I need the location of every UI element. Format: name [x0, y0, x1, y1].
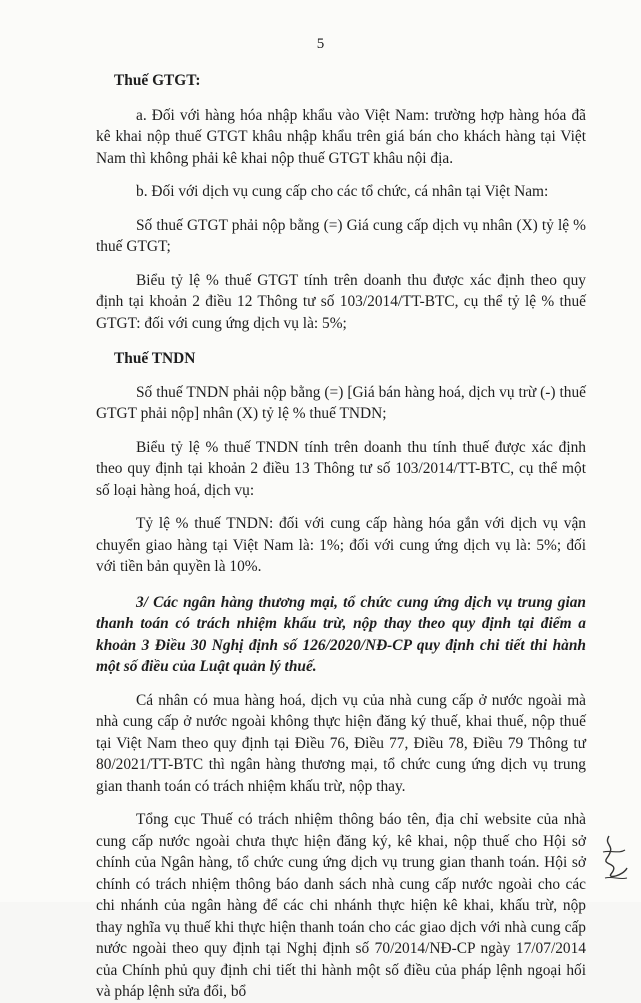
tndn-rate-intro: Biểu tỷ lệ % thuế TNDN tính trên doanh thu tính thuế được xác định theo quy định tại khoản 2 điều 13 Thông tư số 103/2014/TT-BTC, cụ thể một số loại hàng hoá, dịch vụ:: [96, 438, 586, 499]
gtgt-paragraph-a: a. Đối với hàng hóa nhập khẩu vào Việt Nam: trường hợp hàng hóa đã kê khai nộp thuế GTGT khâu nhập khẩu trên giá bán cho khách hàng tại Việt Nam thì không phải kê khai nộp thuế GTGT khâu nội địa.: [96, 106, 586, 167]
tndn-heading: Thuế TNDN: [114, 350, 196, 367]
gtgt-formula: Số thuế GTGT phải nộp bằng (=) Giá cung cấp dịch vụ nhân (X) tỷ lệ % thuế GTGT;: [96, 216, 586, 255]
section-3-heading: 3/ Các ngân hàng thương mại, tổ chức cung ứng dịch vụ trung gian thanh toán có trách nhiệm khấu trừ, nộp thay theo quy định tại điểm a khoản 3 Điều 30 Nghị định số 126/2020/NĐ-CP quy định chi tiết thi hành một số điều của Luật quản lý thuế.: [96, 593, 586, 675]
tndn-rate: Tỷ lệ % thuế TNDN: đối với cung cấp hàng hóa gắn với dịch vụ vận chuyển giao hàng tại Việt Nam là: 1%; đối với cung ứng dịch vụ là: 5%; đối với tiền bản quyền là 10%.: [96, 515, 586, 575]
gtgt-paragraph-b: b. Đối với dịch vụ cung cấp cho các tổ chức, cá nhân tại Việt Nam:: [136, 183, 549, 200]
gtgt-rate: Biểu tỷ lệ % thuế GTGT tính trên doanh thu được xác định theo quy định tại khoản 2 điều 12 Thông tư số 103/2014/TT-BTC, cụ thể tỷ lệ % thuế GTGT: đối với cung ứng dịch vụ là: 5%;: [96, 271, 586, 332]
document-body: [96, 70, 586, 1003]
section-3-paragraph-1: Cá nhân có mua hàng hoá, dịch vụ của nhà cung cấp ở nước ngoài mà nhà cung cấp ở nước ngoài không thực hiện đăng ký thuế, khai thuế, nộp thuế tại Việt Nam theo quy định tại Điều 76, Điều 77, Điều 78, Điều 79 Thông tư 80/2021/TT-BTC thì ngân hàng thương mại, tổ chức cung ứng dịch vụ trung gian thanh toán có trách nhiệm khấu trừ, nộp thay.: [96, 691, 586, 795]
gtgt-heading: Thuế GTGT:: [114, 72, 201, 89]
signature-mark: [597, 832, 631, 884]
section-3-paragraph-2: Tổng cục Thuế có trách nhiệm thông báo tên, địa chỉ website của nhà cung cấp nước ngoài chưa thực hiện đăng ký, kê khai, nộp thuế cho Hội sở chính của Ngân hàng, tổ chức cung ứng dịch vụ trung gian thanh toán. Hội sở chính có trách nhiệm thông báo danh sách nhà cung cấp nước ngoài cho các chi nhánh của ngân hàng để các chi nhánh thực hiện kê khai, khấu trừ, nộp thay nghĩa vụ thuế khi thực hiện thanh toán cho các giao dịch với nhà cung cấp nước ngoài theo quy định tại Nghị định số 70/2014/NĐ-CP ngày 17/07/2014 của Chính phủ quy định chi tiết thi hành một số điều của pháp lệnh ngoại hối và pháp lệnh sửa đổi, bổ: [96, 811, 586, 1000]
tndn-formula: Số thuế TNDN phải nộp bằng (=) [Giá bán hàng hoá, dịch vụ trừ (-) thuế GTGT phải nộp] nhân (X) tỷ lệ % thuế TNDN;: [96, 383, 586, 422]
page-number: 5: [316, 36, 325, 52]
